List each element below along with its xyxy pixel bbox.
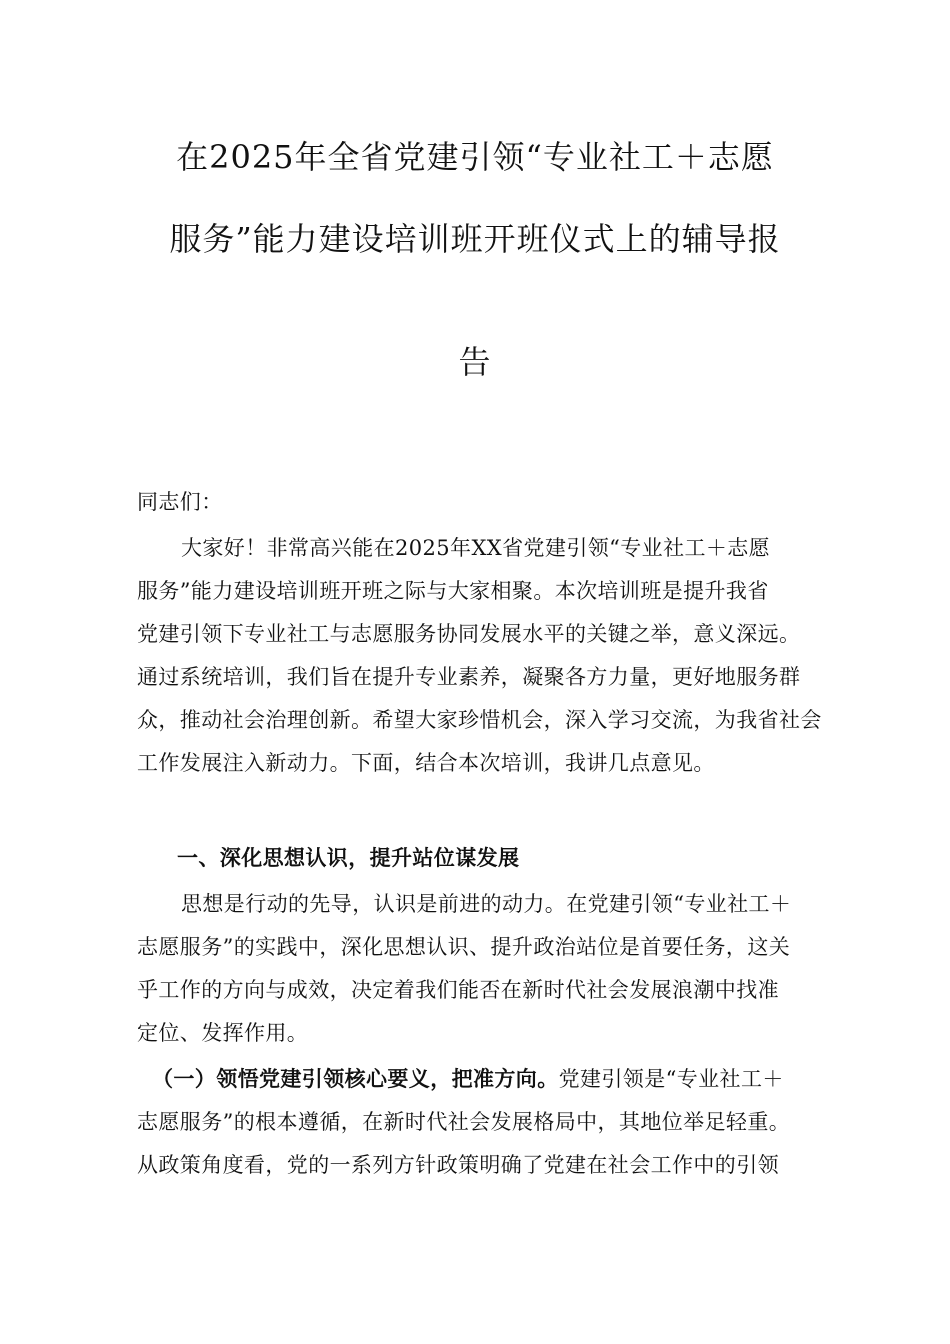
subsection-1-heading: （一）领悟党建引领核心要义，把准方向。: [152, 1066, 559, 1091]
intro-line-5: 众，推动社会治理创新。希望大家珍惜机会，深入学习交流，为我省社会: [137, 708, 822, 732]
intro-line-4: 通过系统培训，我们旨在提升专业素养，凝聚各方力量，更好地服务群: [137, 665, 801, 689]
section-1-heading: 一、深化思想认识，提升站位谋发展: [177, 845, 520, 870]
intro-line-6: 工作发展注入新动力。下面，结合本次培训，我讲几点意见。: [137, 751, 715, 775]
subsection-1-line-3: 从政策角度看，党的一系列方针政策明确了党建在社会工作中的引领: [137, 1153, 779, 1177]
subsection-1-line-2: 志愿服务”的根本遵循，在新时代社会发展格局中，其地位举足轻重。: [137, 1110, 791, 1134]
intro-line-1: 大家好！非常高兴能在2025年XX省党建引领“专业社工＋志愿: [181, 536, 771, 560]
section-1-line-2: 志愿服务”的实践中，深化思想认识、提升政治站位是首要任务，这关: [137, 935, 791, 959]
section-1-line-3: 乎工作的方向与成效，决定着我们能否在新时代社会发展浪潮中找准: [137, 978, 779, 1002]
subsection-1-text: 党建引领是“专业社工＋: [558, 1067, 784, 1091]
title-line-3: 告: [458, 343, 492, 381]
subsection-1-first-line: [152, 1064, 832, 1094]
salutation: 同志们：: [137, 490, 223, 514]
section-1-line-4: 定位、发挥作用。: [137, 1021, 309, 1045]
intro-line-2: 服务”能力建设培训班开班之际与大家相聚。本次培训班是提升我省: [137, 579, 769, 603]
intro-line-3: 党建引领下专业社工与志愿服务协同发展水平的关键之举，意义深远。: [137, 622, 801, 646]
title-line-1: 在2025年全省党建引领“专业社工＋志愿: [176, 138, 774, 176]
title-line-2: 服务”能力建设培训班开班仪式上的辅导报: [169, 220, 781, 258]
section-1-line-1: 思想是行动的先导，认识是前进的动力。在党建引领“专业社工＋: [181, 892, 792, 916]
